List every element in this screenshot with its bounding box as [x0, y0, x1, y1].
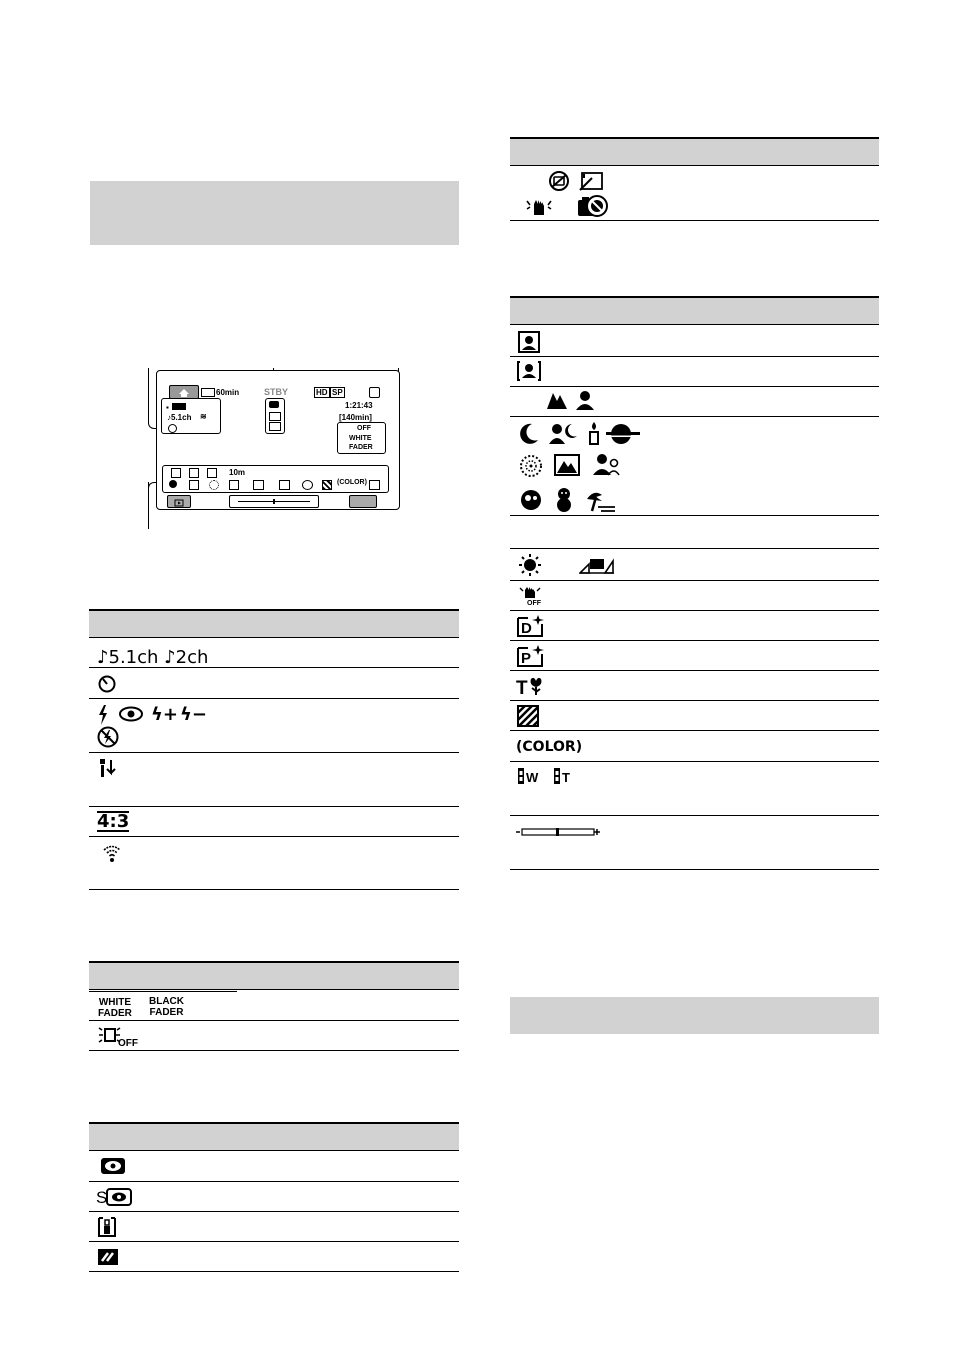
memory-card-icon-small	[269, 422, 281, 431]
aspect-icon-small	[172, 403, 186, 410]
svg-text:S: S	[96, 1188, 108, 1207]
lcd-screen-diagram	[156, 370, 400, 510]
remaining-time: 60min	[216, 388, 240, 397]
screen-audio: ♪5.1ch	[167, 413, 192, 422]
table4-bottom	[510, 220, 879, 221]
wide-select-w-icon	[517, 766, 543, 786]
callout-line-bottom	[148, 482, 149, 529]
table3-row-divider	[89, 1241, 459, 1242]
table5-row-divider	[510, 640, 879, 641]
white-balance-icon	[579, 555, 615, 575]
mic-level-icon	[97, 757, 119, 779]
landscape-icon	[554, 454, 580, 476]
snow-icon	[552, 487, 576, 513]
zoom-bar-icon	[514, 825, 600, 839]
cinematone-icon: (COLOR)	[516, 739, 583, 755]
svg-text:T: T	[562, 770, 570, 785]
night-icon	[516, 422, 540, 446]
face-frame-icon	[516, 360, 542, 382]
table5-bottom	[510, 869, 879, 870]
home-button[interactable]	[169, 385, 199, 399]
svg-text:OFF: OFF	[118, 1038, 138, 1047]
table5-row-divider	[510, 416, 879, 417]
table4-header	[510, 137, 879, 166]
table5-row-divider	[510, 815, 879, 816]
steady-shot-off-icon	[519, 584, 545, 606]
table5-row-divider	[510, 580, 879, 581]
night-portrait-icon	[548, 421, 580, 445]
spotlight-icon	[592, 452, 620, 476]
camera-no-icon	[577, 193, 609, 219]
section-banner-top	[90, 181, 459, 245]
disc-icon	[369, 387, 380, 398]
table3-row-divider	[89, 1211, 459, 1212]
status-text: STBY	[264, 387, 289, 397]
sunrise-icon	[606, 423, 640, 445]
zebra-icon	[517, 705, 539, 727]
shake-icon	[524, 195, 554, 217]
flash-off-icon	[97, 726, 119, 748]
table1-bottom	[89, 889, 459, 890]
disc-s-icon-small	[269, 412, 281, 421]
portrait-icon	[575, 389, 595, 411]
svg-text:W: W	[526, 770, 539, 785]
self-timer-icon	[97, 674, 117, 694]
settings-row2: (COLOR)	[169, 480, 384, 489]
table5-row-divider	[510, 610, 879, 611]
red-eye-icon	[118, 706, 144, 722]
wireless-mic-icon-small: ≋	[200, 412, 207, 421]
memory-stick-icon	[97, 1248, 119, 1266]
table5-row-divider	[510, 515, 879, 516]
picture-effect-icon	[516, 644, 546, 668]
table5-row-divider	[510, 730, 879, 731]
no-photo-icon	[548, 170, 570, 192]
disc-s-icon	[96, 1187, 132, 1207]
focus-icon	[545, 389, 569, 411]
table3-row-divider	[89, 1181, 459, 1182]
capacity: [140min]	[339, 413, 372, 422]
table1-row-divider	[89, 806, 459, 807]
table5-row-divider	[510, 386, 879, 387]
spot-meter-icon	[517, 330, 541, 354]
table2-row-divider	[89, 1020, 459, 1021]
flash-plus-icon: ϟ+	[151, 704, 178, 725]
table2-header-gap	[89, 991, 237, 992]
candle-icon	[586, 421, 602, 445]
table3-bottom	[89, 1271, 459, 1272]
play-button[interactable]	[167, 495, 191, 508]
svg-text:P: P	[521, 650, 532, 667]
backlight-icon	[584, 487, 616, 513]
screen-fader-line1: WHITE	[349, 435, 372, 442]
table1-row-divider	[89, 667, 459, 668]
card-error-icon	[578, 170, 604, 192]
table3-header	[89, 1122, 459, 1151]
svg-text:D: D	[521, 620, 532, 637]
table5-row-divider	[510, 700, 879, 701]
wide-select-t-icon	[553, 766, 575, 786]
svg-text:OFF: OFF	[527, 600, 541, 606]
flash-minus-icon: ϟ−	[180, 704, 207, 725]
white-fader-icon: WHITE FADER	[98, 997, 132, 1019]
digital-effect-icon	[516, 614, 546, 638]
play-icon	[168, 498, 190, 509]
callout-line-left	[148, 368, 149, 423]
table5-row-divider	[510, 548, 879, 549]
svg-text:T: T	[516, 678, 528, 697]
table1-header	[89, 609, 459, 638]
surround-audio-icon: ♪5.1ch ♪2ch	[97, 647, 209, 668]
white-balance-sun-icon	[517, 553, 543, 577]
counter: 1:21:43	[345, 401, 373, 410]
timer-text: 10m	[229, 468, 246, 477]
fade-off-icon	[96, 1025, 138, 1047]
self-timer-icon-small	[168, 424, 177, 433]
table1-row-divider	[89, 752, 459, 753]
music-note-icon: ▪	[166, 403, 169, 412]
camera-icon-small	[269, 401, 279, 408]
screen-fader-line2: FADER	[349, 444, 373, 451]
aspect-ratio-icon: 4:3	[97, 811, 130, 832]
zoom-bar-small	[229, 495, 319, 508]
table2-bottom	[89, 1050, 459, 1051]
tele-macro-icon	[516, 675, 548, 697]
table2-header	[89, 961, 459, 990]
section-banner-bottom	[510, 997, 879, 1034]
wireless-mic-icon	[102, 843, 122, 863]
table1-row-divider	[89, 698, 459, 699]
table5-header	[510, 296, 879, 325]
memory-card-icon	[97, 1216, 117, 1238]
option-button[interactable]	[349, 495, 377, 508]
beach-icon	[519, 488, 543, 512]
flash-icon	[97, 704, 109, 726]
table5-row-divider	[510, 356, 879, 357]
hd-badge: HD	[316, 388, 328, 397]
disc-icon	[100, 1157, 126, 1175]
fade-off-icon-small: OFF	[357, 425, 371, 432]
table5-row-divider	[510, 761, 879, 762]
table1-row-divider	[89, 836, 459, 837]
rec-mode: SP	[332, 388, 343, 397]
table5-row-divider	[510, 670, 879, 671]
fireworks-icon	[519, 454, 543, 478]
black-fader-icon: BLACK FADER	[149, 996, 184, 1018]
battery-icon	[201, 388, 215, 397]
